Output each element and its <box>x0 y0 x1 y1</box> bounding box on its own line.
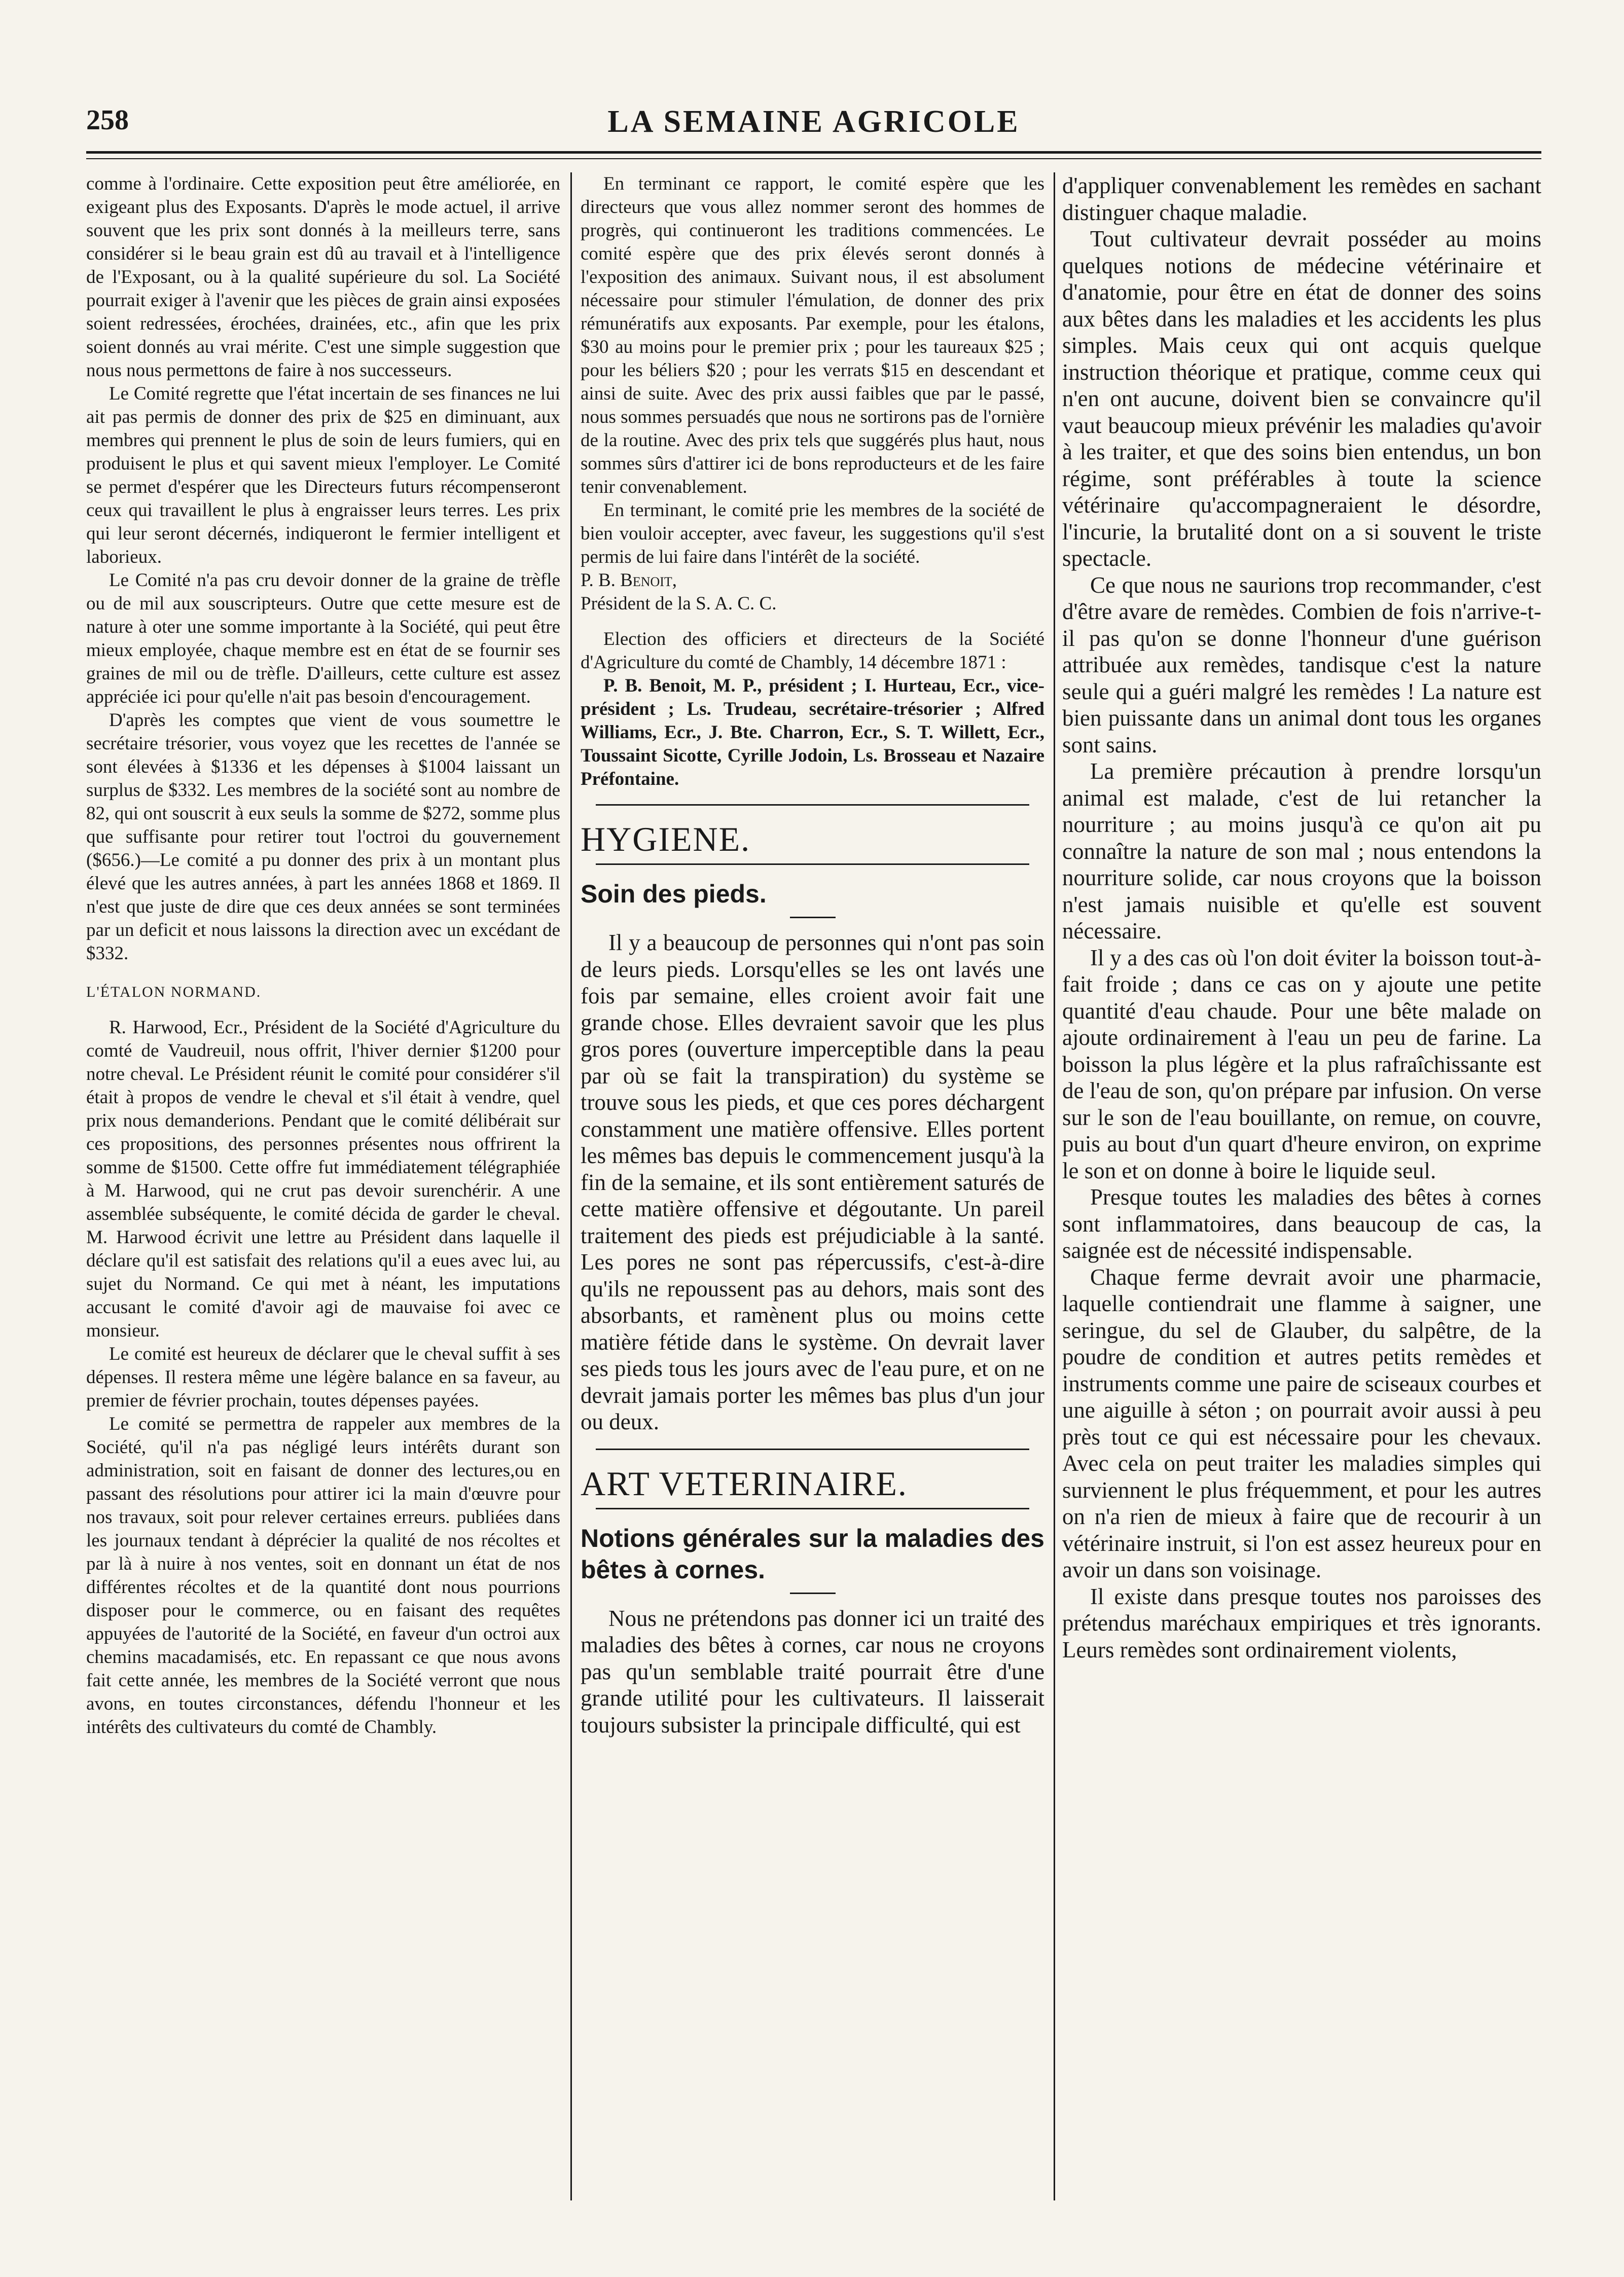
title-dash <box>790 917 836 918</box>
section-separator <box>596 1508 1029 1509</box>
paragraph: Le Comité n'a pas cru devoir donner de la graine de trèfle ou de mil aux souscripteurs. Outre que cette mesure est de nature à oter une somme importante à la Société, qui peut être mieux employée, chaque membre est en état de se fournir ses graines de mil ou de trèfle. D'ailleurs, cette culture est assez appréciée ici pour qu'elle n'ait pas besoin d'encouragement. <box>86 570 560 707</box>
masthead-title: LA SEMAINE AGRICOLE <box>607 104 1020 139</box>
column-divider-1 <box>570 172 572 2200</box>
paragraph: D'après les comptes que vient de vous soumettre le secrétaire trésorier, vous voyez que les recettes de l'année se sont élevées à $1336 et les dépenses à $1004 laissant un surplus de $332. Les membres de la société sont au nombre de 82, qui ont souscrit à eux seuls la somme de $272, somme plus que suffisante pour retirer tout l'octroi du gouvernement ($656.)—Le comité a pu donner des prix à un montant plus élevé que les autres années, à part les années 1868 et 1869. Il n'est que juste de dire que ces deux années se sont terminées par un deficit et nous laissons la direction avec un excédant de $332. <box>86 710 560 964</box>
paragraph: En terminant ce rapport, le comité espère que les directeurs que vous allez nommer seront des hommes de progrès, qui continueront les traditions commencées. Le comité espère que des prix élevés seront donnés à l'exposition des animaux. Suivant nous, il est absolument nécessaire pour stimuler l'émulation, de donner des prix rémunératifs aux exposants. Par exemple, pour les étalons, $30 au moins pour le premier prix ; pour les taureaux $25 ; pour les béliers $20 ; pour les verrats $15 en descendant et ainsi de suite. Avec des prix aussi faibles que par le passé, nous sommes persuadés que nous ne sortirons pas de l'ornière de la routine. Avec des prix tels que suggérés plus haut, nous sommes sûrs d'attirer ici de bons reproducteurs et de les faire tenir convenablement. <box>581 173 1044 497</box>
column-divider-2 <box>1054 172 1055 2200</box>
paragraph: Nous ne prétendons pas donner ici un traité des maladies des bêtes à cornes, car nous ne croyons pas qu'un semblable traité pourrait être d'une grande utilité pour les cultivateurs. Il laisserait toujours subsister la principale difficulté, qui est <box>581 1605 1044 1738</box>
paragraph: Election des officiers et directeurs de la Société d'Agriculture du comté de Chambly, 14 décembre 1871 : <box>581 629 1044 673</box>
paragraph: Le Comité regrette que l'état incertain de ses finances ne lui ait pas permis de donner des prix de $25 en diminuant, aux membres qui prennent le plus de soin de leurs fumiers, qui en produisent le plus et qui savent mieux l'employer. Le Comité se permet d'espérer que les Directeurs futurs récompenseront ceux qui travaillent le plus à engraisser leurs terres. Les prix qui leur seront décernés, indiqueront le fermier intelligent et laborieux. <box>86 383 560 567</box>
paragraph: Chaque ferme devrait avoir une pharmacie, laquelle contiendrait une flamme à saigner, une seringue, du sel de Glauber, du salpêtre, de la poudre de condition et autres petits remèdes et instruments comme une paire de sciseaux courbes et une aiguille à séton ; on pourrait avoir aussi à peu près tout ce qui est nécessaire pour les chevaux. Avec cela on peut traiter les maladies simples qui surviennent le plus fréquemment, et pour les autres on n'a rien de mieux à faire que de recourir à un vétérinaire instruit, si l'on est assez heureux pour en avoir un dans son voisinage. <box>1062 1264 1541 1582</box>
paragraph: La première précaution à prendre lorsqu'un animal est malade, c'est de lui retancher la nourriture ; au moins jusqu'à ce qu'on ait pu connaître la nature de son mal ; nous entendons la nourriture solide, car nous croyons que la boisson n'est jamais nuisible et qu'elle est souvent nécessaire. <box>1062 758 1541 944</box>
paragraph: Tout cultivateur devrait posséder au moins quelques notions de médecine vétérinaire et d'anatomie, pour être en état de donner des soins aux bêtes dans les maladies et les accidents les plus simples. Mais ceux qui ont acquis quelque instruction théorique et pratique, comme ceux qui n'en ont aucune, doivent bien se convaincre qu'il vaut beaucoup mieux prévénir les maladies qu'avoir à les traiter, et que des soins bien entendus, un bon régime, sont préférables à toute la science vétérinaire qu'accompagneraient le désordre, l'incurie, la brutalité dont on a si souvent le triste spectacle. <box>1062 226 1541 571</box>
page-header <box>86 104 1541 144</box>
veterinary-article-title: Notions générales sur la maladies des bêtes à cornes. <box>581 1524 1044 1584</box>
paragraph: comme à l'ordinaire. Cette exposition peut être améliorée, en exigeant plus des Exposants. D'après le mode actuel, il arrive souvent que les prix sont donnés à la meilleurs terre, sans considérer si le beau grain est dû au travail et à l'intelligence de l'Exposant, ou à la qualité supérieure du sol. La Société pourrait exiger à l'avenir que les pièces de grain ainsi exposées soient redressées, érochées, drainées, etc., afin que les prix soient donnés au vrai mérite. C'est une simple suggestion que nous nous permettons de faire à nos successeurs. <box>86 173 560 381</box>
column-2 <box>581 172 1044 2216</box>
hygiene-article-title: Soin des pieds. <box>581 880 767 908</box>
paragraph: R. Harwood, Ecr., Président de la Société d'Agriculture du comté de Vaudreuil, nous offrit, l'hiver dernier $1200 pour notre cheval. Le Président réunit le comité pour considérer s'il était à propos de vendre le cheval et s'il était à vendre, quel prix nous demanderions. Pendant que le comité délibérait sur ces propositions, des personnes présentes nous offrirent la somme de $1500. Cette offre fut immédiatement télégraphiée à M. Harwood, qui ne crut pas devoir surenchérir. A une assemblée subséquente, le comité décida de garder le cheval. M. Harwood écrivit une lettre au Président dans laquelle il déclare qu'il est satisfait des relations qu'il a eues avec lui, au sujet du Normand. Ce qui met à néant, les imputations accusant le comité d'avoir agi de mauvaise foi avec ce monsieur. <box>86 1017 560 1341</box>
paragraph: Le comité se permettra de rappeler aux membres de la Société, qu'il n'a pas négligé leurs intérêts durant son administration, soit en faisant de donner des lectures,ou en passant des résolutions pour attirer ici la main d'œuvre pour nos travaux, soit pour relever certaines erreurs. publiées dans les journaux tendant à déprécier la qualité de nos récoltes et par là à nuire à nos ventes, soit en donnant un état de nos différentes récoltes et de la quantité dont nous pourrions disposer pour le commerce, ou en faisant des requêtes appuyées de l'autorité de la Société, en faveur d'un octroi aux chemins macadamisés, etc. En repassant ce que nous avons fait cette année, les membres de la Société verront que nous avons, en toutes circonstances, défendu l'honneur et les intérêts des cultivateurs du comté de Chambly. <box>86 1414 560 1738</box>
column-1 <box>86 172 560 2216</box>
hygiene-section-title: HYGIENE. <box>581 820 751 858</box>
header-rule-bottom <box>86 158 1541 159</box>
paragraph: Il existe dans presque toutes nos paroisses des prétendus maréchaux empiriques et très ignorants. Leurs remèdes sont ordinairement violents, <box>1062 1583 1541 1662</box>
veterinary-section-title: ART VETERINAIRE. <box>581 1464 908 1503</box>
section-separator <box>596 863 1029 865</box>
signature-name: P. B. Benoit, <box>581 570 677 591</box>
paragraph: Il y a beaucoup de personnes qui n'ont pas soin de leurs pieds. Lorsqu'elles se les ont lavés une fois par semaine, elles croient avoir fait une grande chose. Elles devraient savoir que les plus gros pores (ouverture imperceptible dans la peau par où se fait la transpiration) du système se trouve sous les pieds, et que ces pores déchargent constamment une matière offensive. Elles portent les mêmes bas depuis le commencement jusqu'à la fin de la semaine, et ils sont entièrement saturés de cette matière offensive et dégoutante. Un pareil traitement des pieds est préjudiciable à la santé. Les pores ne sont pas répercussifs, c'est-à-dire qu'ils ne repoussent pas au dehors, mais sont des absorbants, et ramènent plus ou moins cette matière fétide dans le système. On devrait laver ses pieds tous les jours avec de l'eau pure, et on ne devrait jamais porter les mêmes bas plus d'un jour ou deux. <box>581 930 1044 1434</box>
section-separator <box>596 1449 1029 1450</box>
section-separator <box>596 804 1029 806</box>
paragraph: Le comité est heureux de déclarer que le cheval suffit à ses dépenses. Il restera même une légère balance en sa faveur, au premier de février prochain, toutes dépenses payées. <box>86 1344 560 1411</box>
section-subhead: L'ÉTALON NORMAND. <box>86 984 262 1000</box>
paragraph: Presque toutes les maladies des bêtes à cornes sont inflammatoires, dans beaucoup de cas, la saignée est de nécessité indispensable. <box>1062 1184 1541 1263</box>
header-rule-top <box>86 151 1541 154</box>
title-dash <box>790 1593 836 1594</box>
paragraph: P. B. Benoit, M. P., président ; I. Hurteau, Ecr., vice-président ; Ls. Trudeau, secrétaire-trésorier ; Alfred Williams, Ecr., J. Bte. Charron, Ecr., S. T. Willett, Ecr., Toussaint Sicotte, Cyrille Jodoin, Ls. Brosseau et Nazaire Préfontaine. <box>581 675 1044 789</box>
paragraph: Il y a des cas où l'on doit éviter la boisson tout-à-fait froide ; dans ce cas on y ajoute une petite quantité d'eau chaude. Pour une bête malade on ajoute ordinairement à l'eau un peu de farine. La boisson la plus légère et la plus rafraîchissante est de l'eau de son, qu'on prépare par infusion. On verse sur le son de l'eau bouillante, on remue, on couvre, puis au bout d'un quart d'heure environ, on exprime le son et on donne à boire le liquide seul. <box>1062 945 1541 1183</box>
page-number: 258 <box>86 104 129 136</box>
column-3 <box>1062 172 1541 2216</box>
paragraph: En terminant, le comité prie les membres de la société de bien vouloir accepter, avec faveur, les suggestions qu'il s'est permis de lui faire dans l'intérêt de la société. <box>581 500 1044 567</box>
paragraph: Ce que nous ne saurions trop recommander, c'est d'être avare de remèdes. Combien de fois n'arrive-t-il pas qu'on se donne l'honneur d'une guérison attribuée aux remèdes, tandisque c'est la nature seule qui a guéri malgré les remèdes ! La nature est bien puissante dans un animal dont tous les organes sont sains. <box>1062 572 1541 757</box>
signature-title: Président de la S. A. C. C. <box>581 593 777 614</box>
paragraph: d'appliquer convenablement les remèdes en sachant distinguer chaque maladie. <box>1062 173 1541 225</box>
